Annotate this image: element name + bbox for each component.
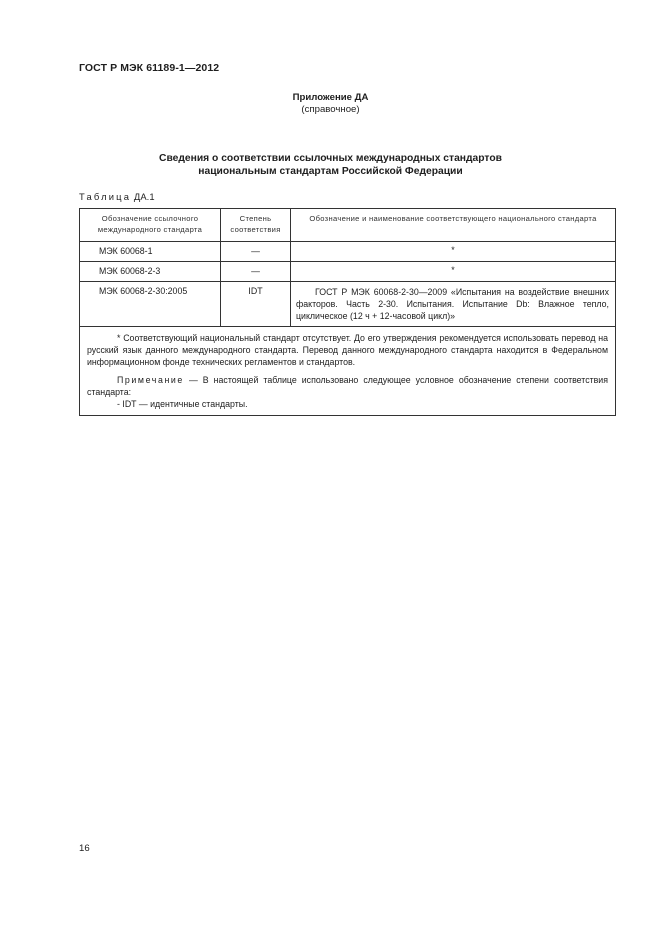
cell-standard: МЭК 60068-2-30:2005: [80, 282, 221, 327]
header-national-standard: Обозначение и наименование соответствующего национального стандарта: [291, 209, 616, 242]
footnote: * Соответствующий национальный стандарт отсутствует. До его утверждения рекомендуется использовать перевод на русский язык данного международного стандарта. Перевод данного международного стандарта находится в Федеральном информационном фонде технических регламентов и стандартов.: [87, 333, 608, 367]
appendix-heading: [0, 92, 661, 116]
appendix-subtitle: (справочное): [301, 104, 360, 115]
section-title-line2: национальным стандартам Российской Федерации: [198, 166, 463, 177]
note: [87, 374, 608, 398]
table-caption-prefix: Таблица: [79, 191, 132, 202]
table-notes-row: [80, 327, 616, 416]
page-number: 16: [79, 843, 90, 854]
section-title: [0, 152, 661, 178]
table-row: [80, 282, 616, 327]
table-notes: [80, 327, 616, 416]
note-text: — В настоящей таблице использовано следующее условное обозначение степени соответствия стандарта:: [87, 375, 608, 397]
cell-degree: IDT: [221, 282, 291, 327]
correspondence-table: [79, 208, 616, 416]
appendix-title: Приложение ДА: [292, 92, 369, 103]
note-list-item: - IDT — идентичные стандарты.: [117, 399, 248, 409]
document-code: ГОСТ Р МЭК 61189-1—2012: [79, 62, 220, 74]
header-intl-standard: Обозначение ссылочного международного стандарта: [80, 209, 221, 242]
cell-degree: —: [221, 242, 291, 262]
table-header-row: [80, 209, 616, 242]
cell-national: *: [291, 242, 616, 262]
table-row: [80, 242, 616, 262]
cell-degree: —: [221, 262, 291, 282]
cell-standard: МЭК 60068-1: [80, 242, 221, 262]
section-title-line1: Сведения о соответствии ссылочных международных стандартов: [159, 153, 502, 164]
cell-standard: МЭК 60068-2-3: [80, 262, 221, 282]
cell-national: ГОСТ Р МЭК 60068-2-30—2009 «Испытания на воздействие внешних факторов. Часть 2-30. Испытания. Испытание Db: Влажное тепло, циклическое (12 ч + 12-часовой цикл)»: [291, 282, 616, 327]
table-caption: [79, 191, 155, 202]
note-label: Примечание: [117, 375, 184, 385]
table-caption-id: ДА.1: [131, 191, 155, 202]
header-degree: Степень соответствия: [221, 209, 291, 242]
cell-national: *: [291, 262, 616, 282]
table-row: [80, 262, 616, 282]
